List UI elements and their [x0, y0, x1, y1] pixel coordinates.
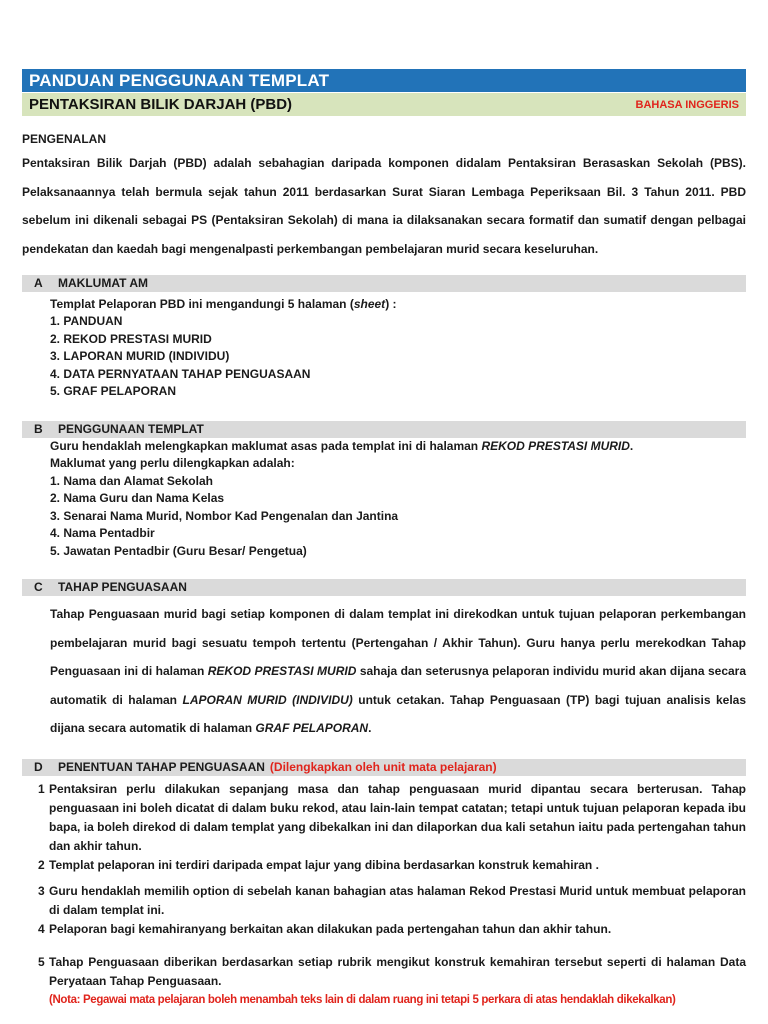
- sheet-italic: sheet: [353, 297, 386, 311]
- intro-heading: PENGENALAN: [22, 132, 107, 146]
- list-item: 2. Nama Guru dan Nama Kelas: [50, 491, 225, 505]
- numbered-item-3: 3 Guru hendaklah memilih option di sebelah kanan bahagian atas halaman Rekod Prestasi Murid untuk membuat pelaporan di dalam templat ini.: [38, 883, 746, 917]
- section-a-letter: A: [34, 276, 43, 290]
- section-b: [22, 421, 746, 561]
- section-c-title: TAHAP PENGUASAAN: [58, 580, 187, 594]
- rekod-prestasi-italic: REKOD PRESTASI MURID: [481, 438, 630, 453]
- section-b-header: [22, 421, 746, 438]
- graf-pelaporan-italic: GRAF PELAPORAN: [255, 721, 369, 735]
- section-a: [22, 275, 746, 401]
- section-b-body: [50, 438, 746, 561]
- list-item: 4. DATA PERNYATAAN TAHAP PENGUASAAN: [50, 366, 311, 381]
- section-b-title: PENGGUNAAN TEMPLAT: [58, 421, 204, 436]
- document-title: PANDUAN PENGGUNAAN TEMPLAT: [29, 71, 330, 90]
- list-item: 5. GRAF PELAPORAN: [50, 384, 177, 398]
- numbered-item-1: 1 Pentaksiran perlu dilakukan sepanjang masa dan tahap penguasaan murid dipantau secara berterusan. Tahap penguasaan ini boleh dicatat di dalam buku rekod, atau lain-lain tempat catatan; tetapi untuk tujuan pelaporan kepada ibu bapa, ia boleh direkod di dalam templat yang dibekalkan ini dan dilaporkan dua kali setahun iaitu pada pertengahan tahun dan akhir tahun.: [38, 781, 746, 853]
- section-a-header: [22, 275, 746, 292]
- section-d-header: [22, 759, 746, 776]
- document-subtitle: PENTAKSIRAN BILIK DARJAH (PBD): [29, 96, 293, 113]
- section-d-body: [38, 780, 746, 1010]
- intro-section: [22, 132, 746, 263]
- section-d-title: PENENTUAN TAHAP PENGUASAAN: [58, 759, 265, 774]
- section-c-letter: C: [34, 580, 43, 594]
- list-item: 5. Jawatan Pentadbir (Guru Besar/ Pengetua): [50, 543, 307, 558]
- page-content: [22, 0, 746, 1010]
- section-b-line1: Guru hendaklah melengkapkan maklumat asas pada templat ini di halaman REKOD PRESTASI MURID.: [50, 438, 634, 453]
- section-a-body: [50, 296, 746, 401]
- section-d-letter: D: [34, 759, 43, 774]
- section-d: [22, 759, 746, 1010]
- section-b-line2: Maklumat yang perlu dilengkapkan adalah:: [50, 456, 295, 470]
- list-item: 1. Nama dan Alamat Sekolah: [50, 473, 213, 488]
- section-d-title-note: (Dilengkapkan oleh unit mata pelajaran): [269, 759, 497, 774]
- document-subtitle-bar: [22, 93, 746, 116]
- bold-reference: Data Peryataan Tahap Penguasaan.: [49, 954, 746, 988]
- list-item: 1. PANDUAN: [50, 314, 123, 328]
- numbered-item-5: 5 Tahap Penguasaan diberikan berdasarkan setiap rubrik mengikut konstruk kemahiran tersebut seperti di halaman Data Peryataan Tahap Penguasaan.: [38, 954, 746, 988]
- intro-paragraph: Pentaksiran Bilik Darjah (PBD) adalah sebahagian daripada komponen didalam Pentaksiran Berasaskan Sekolah (PBS). Pelaksanaannya telah bermula sejak tahun 2011 berdasarkan Surat Siaran Lembaga Peperiksaan Bil. 3 Tahun 2011. PBD sebelum ini dikenali sebagai PS (Pentaksiran Sekolah) di mana ia dilaksanakan secara formatif dan sumatif dengan pelbagai pendekatan dan kaedah bagi mengenalpasti perkembangan pembelajaran murid secara keseluruhan.: [22, 156, 746, 256]
- numbered-item-2: 2 Templat pelaporan ini terdiri daripada empat lajur yang dibina berdasarkan konstruk kemahiran .: [38, 857, 599, 872]
- section-c-header: [22, 579, 746, 596]
- section-b-letter: B: [34, 421, 43, 436]
- language-badge: BAHASA INGGERIS: [635, 98, 739, 111]
- laporan-murid-italic: LAPORAN MURID (INDIVIDU): [182, 692, 353, 707]
- section-c-paragraph: Tahap Penguasaan murid bagi setiap komponen di dalam templat ini direkodkan untuk tujuan pelaporan perkembangan pembelajaran murid bagi sesuatu tempoh tertentu (Pertengahan / Akhir Tahun). Guru hanya perlu merekodkan Tahap Penguasaan ini di halaman REKOD PRESTASI MURID sahaja dan seterusnya pelaporan individu murid akan dijana secara automatik di halaman LAPORAN MURID (INDIVIDU) untuk cetakan. Tahap Penguasaan (TP) bagi tujuan analisis kelas dijana secara automatik di halaman GRAF PELAPORAN.: [50, 607, 747, 735]
- rekod-prestasi-italic: REKOD PRESTASI MURID: [207, 664, 357, 678]
- list-item: 2. REKOD PRESTASI MURID: [50, 331, 212, 346]
- numbered-item-4: 4 Pelaporan bagi kemahiranyang berkaitan akan dilakukan pada pertengahan tahun dan akhir tahun.: [38, 921, 612, 936]
- list-item: 3. LAPORAN MURID (INDIVIDU): [50, 349, 230, 363]
- section-a-lead: Templat Pelaporan PBD ini mengandungi 5 halaman (sheet) :: [50, 297, 397, 311]
- list-item: 3. Senarai Nama Murid, Nombor Kad Pengenalan dan Jantina: [50, 508, 399, 523]
- document-title-bar: [22, 69, 746, 92]
- nota-line: (Nota: Pegawai mata pelajaran boleh menambah teks lain di dalam ruang ini tetapi 5 perkara di atas hendaklah dikekalkan): [49, 993, 676, 1006]
- list-item: 4. Nama Pentadbir: [50, 526, 155, 540]
- section-a-title: MAKLUMAT AM: [58, 276, 148, 290]
- section-c: [22, 579, 746, 743]
